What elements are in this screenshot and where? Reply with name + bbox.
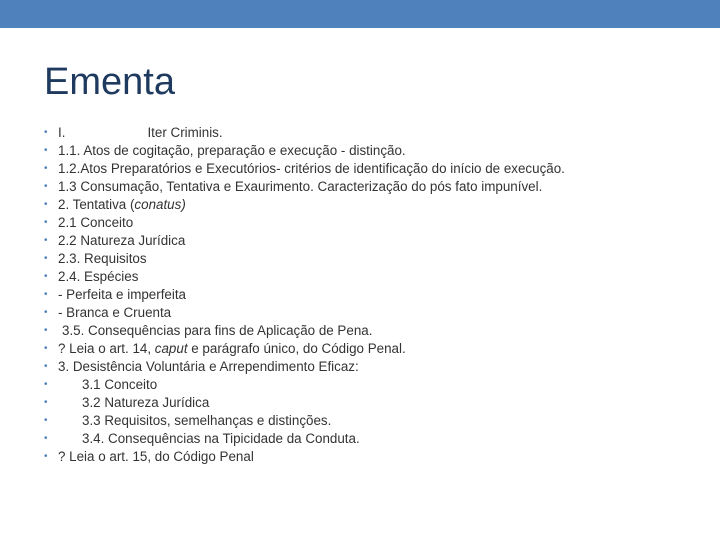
list-item — [44, 376, 704, 394]
list-item — [44, 142, 704, 160]
list-item — [44, 412, 704, 430]
slide-title: Ementa — [44, 61, 175, 103]
list-item — [44, 124, 704, 142]
list-item — [44, 304, 704, 322]
list-item — [44, 250, 704, 268]
item-text: 3.4. Consequências na Tipicidade da Conduta. — [82, 431, 360, 446]
item-text: Iter Criminis. — [147, 125, 223, 140]
item-text: e parágrafo único, do Código Penal. — [187, 341, 406, 356]
item-text: 1.2.Atos Preparatórios e Executórios- critérios de identificação do início de execução. — [58, 161, 565, 176]
bullet-list — [44, 124, 704, 466]
item-text: 1.1. Atos de cogitação, preparação e execução - distinção. — [58, 143, 406, 158]
bullet-icon: • — [44, 415, 48, 426]
item-text: 3.2 Natureza Jurídica — [82, 395, 210, 410]
list-item — [44, 394, 704, 412]
list-item — [44, 268, 704, 286]
item-text: 2.1 Conceito — [58, 215, 134, 230]
list-item — [44, 448, 704, 466]
bullet-icon: • — [44, 361, 48, 372]
bullet-icon: • — [44, 235, 48, 246]
bullet-icon: • — [44, 163, 48, 174]
item-text: 2.3. Requisitos — [58, 251, 147, 266]
bullet-icon: • — [44, 307, 48, 318]
bullet-icon: • — [44, 325, 48, 336]
item-text: 2. Tentativa ( — [58, 197, 135, 212]
bullet-icon: • — [44, 451, 48, 462]
bullet-icon: • — [44, 271, 48, 282]
list-item — [44, 160, 704, 178]
list-item — [44, 286, 704, 304]
item-text: - Branca e Cruenta — [58, 305, 172, 320]
bullet-icon: • — [44, 397, 48, 408]
item-text: 3.5. Consequências para fins de Aplicação de Pena. — [62, 323, 373, 338]
list-item — [44, 232, 704, 250]
list-item — [44, 430, 704, 448]
item-text: 3.3 Requisitos, semelhanças e distinções. — [82, 413, 332, 428]
item-text: 2.4. Espécies — [58, 269, 139, 284]
list-item — [44, 178, 704, 196]
list-item — [44, 340, 704, 358]
bullet-icon: • — [44, 289, 48, 300]
item-text: ? Leia o art. 15, do Código Penal — [58, 449, 254, 464]
bullet-icon: • — [44, 217, 48, 228]
bullet-icon: • — [44, 199, 48, 210]
list-item — [44, 322, 704, 340]
list-item — [44, 214, 704, 232]
item-text: I. — [58, 125, 66, 140]
item-text: - Perfeita e imperfeita — [58, 287, 187, 302]
item-text: 2.2 Natureza Jurídica — [58, 233, 186, 248]
bullet-icon: • — [44, 343, 48, 354]
bullet-icon: • — [44, 127, 48, 138]
list-item — [44, 358, 704, 376]
item-text: 1.3 Consumação, Tentativa e Exaurimento. Caracterização do pós fato impunível. — [58, 179, 543, 194]
bullet-icon: • — [44, 433, 48, 444]
item-text: ? Leia o art. 14, — [58, 341, 155, 356]
item-text: 3.1 Conceito — [82, 377, 158, 392]
bullet-icon: • — [44, 181, 48, 192]
item-text: 3. Desistência Voluntária e Arrependimento Eficaz: — [58, 359, 359, 374]
bullet-icon: • — [44, 145, 48, 156]
header-accent-bar — [0, 0, 720, 28]
list-item — [44, 196, 704, 214]
item-text-italic: caput — [154, 341, 188, 356]
bullet-icon: • — [44, 253, 48, 264]
bullet-icon: • — [44, 379, 48, 390]
item-text-italic: conatus) — [134, 197, 186, 212]
